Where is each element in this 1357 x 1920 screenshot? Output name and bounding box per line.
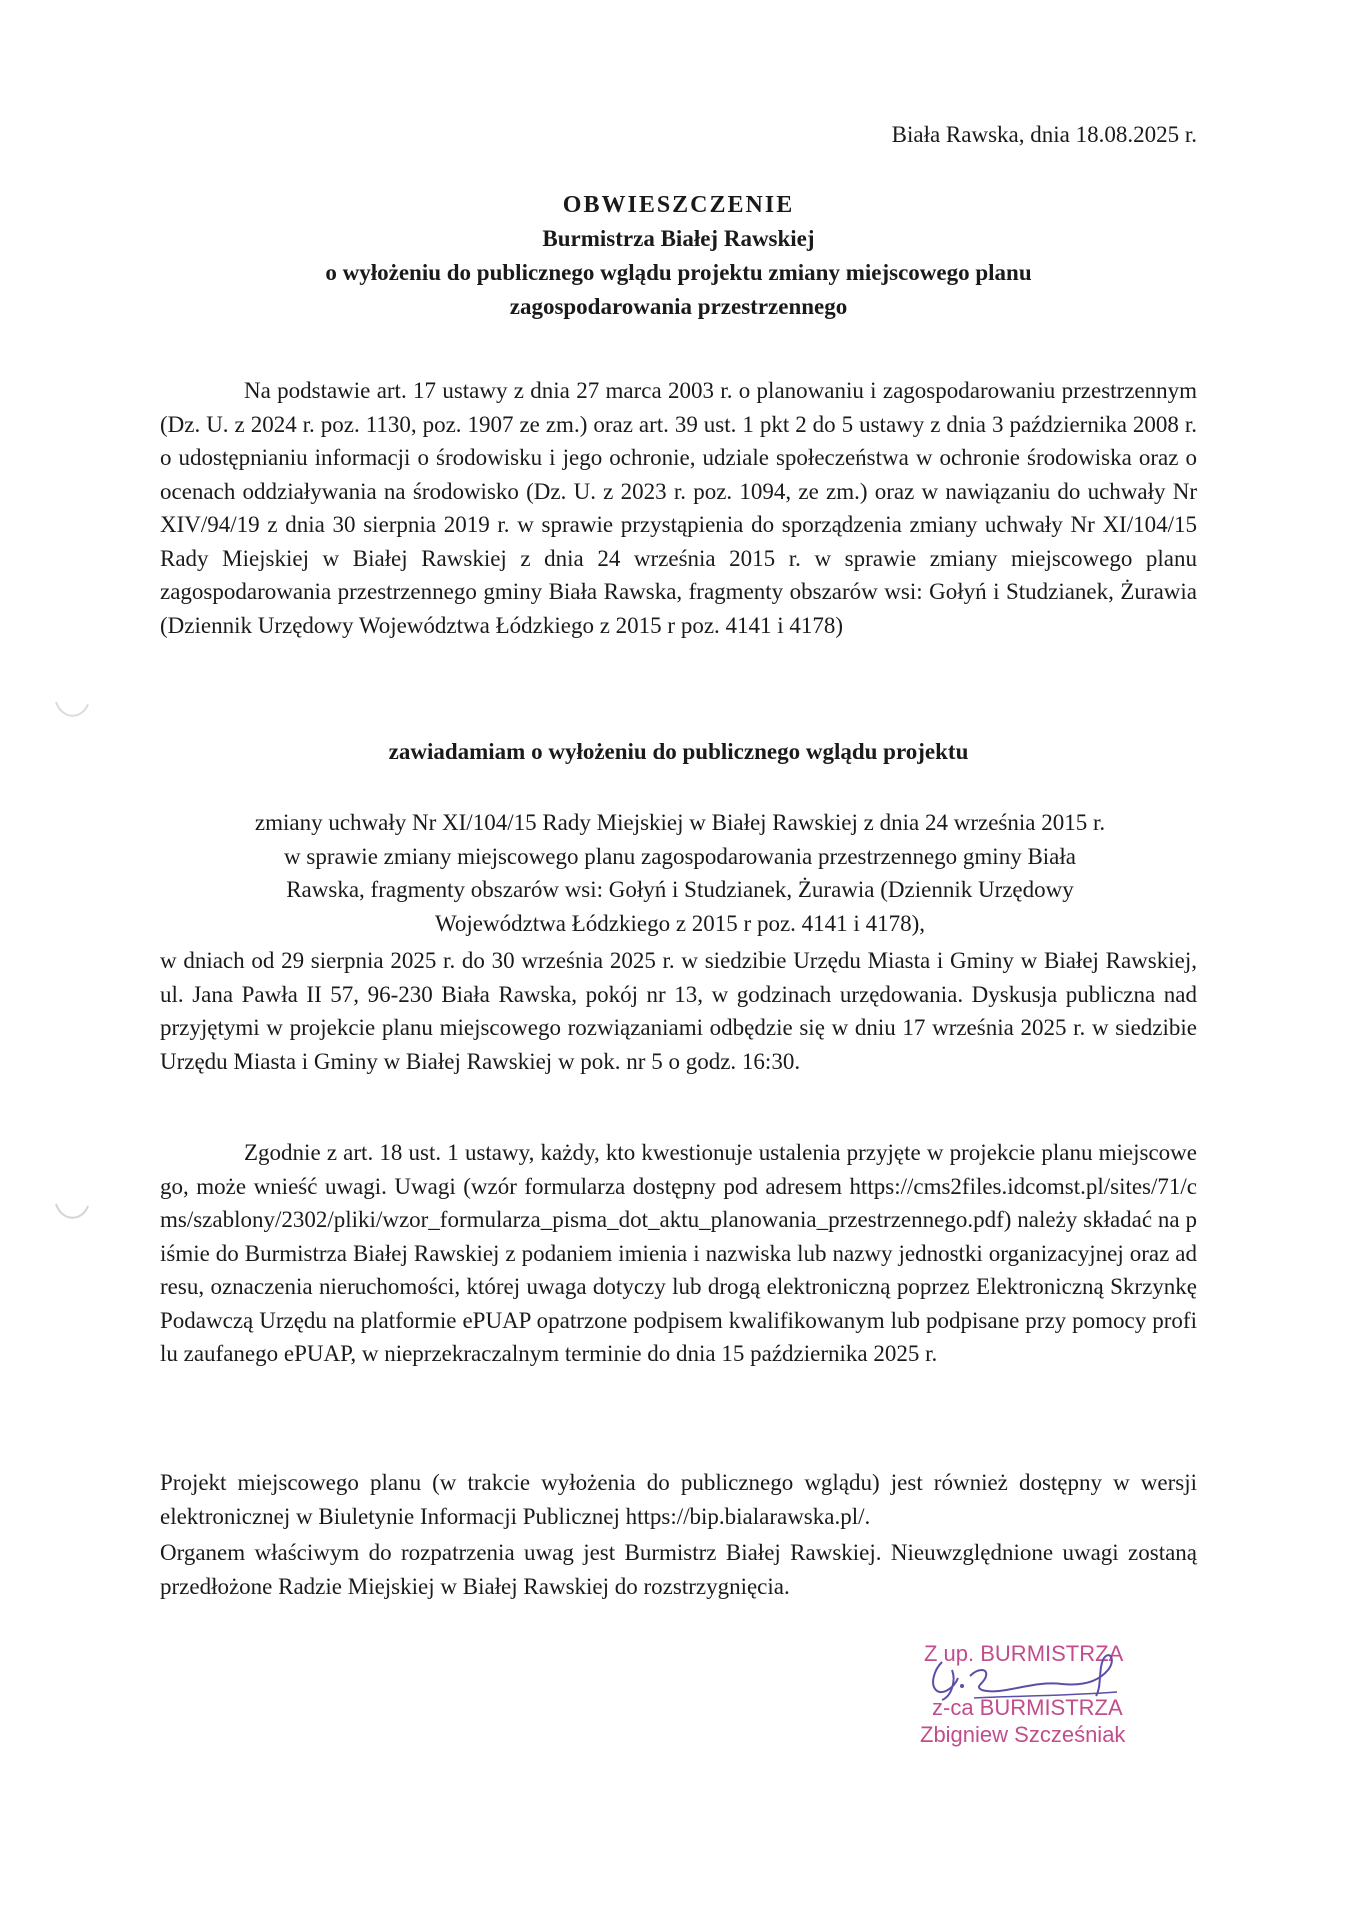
plan-subject-block xyxy=(180,806,1180,940)
stamp-line-3: Zbigniew Szcześniak xyxy=(920,1722,1126,1747)
handwritten-signature xyxy=(912,1640,1152,1730)
stamp-line-1: Z up. BURMISTRZA xyxy=(924,1641,1124,1666)
stamp-line-2: z-ca BURMISTRZA xyxy=(932,1695,1123,1720)
punch-hole-mark-top xyxy=(52,698,92,726)
plan-subject-line-4: Województwa Łódzkiego z 2015 r poz. 4141 i 4178), xyxy=(435,910,925,936)
plan-subject-line-2: w sprawie zmiany miejscowego planu zagospodarowania przestrzennego gminy Biała xyxy=(284,843,1076,869)
announcement-line: zawiadamiam o wyłożeniu do publicznego wglądu projektu xyxy=(388,739,969,764)
remarks-paragraph: Zgodnie z art. 18 ust. 1 ustawy, każdy, kto kwestionuje ustalenia przyjęte w projekcie planu miejscowego, może wnieść uwagi. Uwagi (wzór formularza dostępny pod adresem https://cms2files.idcomst.pl/sites/71/cms/szablony/2302/pliki/wzor_formularza_pisma_dot_aktu_planowania_przestrzennego.pdf) należy składać na piśmie do Burmistrza Białej Rawskiej z podaniem imienia i nazwiska lub nazwy jednostki organizacyjnej oraz adresu, oznaczenia nieruchomości, której uwaga dotyczy lub drogą elektroniczną poprzez Elektroniczną Skrzynkę Podawczą Urzędu na platformie ePUAP opatrzone podpisem kwalifikowanym lub podpisane przy pomocy profilu zaufanego ePUAP, w nieprzekraczalnym terminie do dnia 15 października 2025 r. xyxy=(160,1140,1197,1366)
punch-hole-mark-bottom xyxy=(52,1200,92,1228)
document-title: OBWIESZCZENIE xyxy=(562,192,795,218)
subject-heading-line-2: zagospodarowania przestrzennego xyxy=(509,294,848,319)
plan-subject-line-1: zmiany uchwały Nr XI/104/15 Rady Miejskiej w Białej Rawskiej z dnia 24 września 2015 r. xyxy=(254,810,1106,835)
issuer-line: Burmistrza Białej Rawskiej xyxy=(542,226,815,251)
date-line: Biała Rawska, dnia 18.08.2025 r. xyxy=(891,122,1197,147)
competent-authority-paragraph: Organem właściwym do rozpatrzenia uwag jest Burmistrz Białej Rawskiej. Nieuwzględnione uwagi zostaną przedłożone Radzie Miejskiej w Białej Rawskiej do rozstrzygnięcia. xyxy=(160,1540,1197,1599)
dates-and-place-paragraph: w dniach od 29 sierpnia 2025 r. do 30 września 2025 r. w siedzibie Urzędu Miasta i Gminy w Białej Rawskiej, ul. Jana Pawła II 57, 96-230 Biała Rawska, pokój nr 13, w godzinach urzędowania. Dyskusja publiczna nad przyjętymi w projekcie planu miejscowego rozwiązaniami odbędzie się w dniu 17 września 2025 r. w siedzibie Urzędu Miasta i Gminy w Białej Rawskiej w pok. nr 5 o godz. 16:30. xyxy=(160,948,1197,1074)
plan-subject-line-3: Rawska, fragmenty obszarów wsi: Gołyń i Studzianek, Żurawia (Dziennik Urzędowy xyxy=(286,877,1074,902)
legal-basis-paragraph: Na podstawie art. 17 ustawy z dnia 27 marca 2003 r. o planowaniu i zagospodarowaniu przestrzennym (Dz. U. z 2024 r. poz. 1130, poz. 1907 ze zm.) oraz art. 39 ust. 1 pkt 2 do 5 ustawy z dnia 3 października 2008 r. o udostępnianiu informacji o środowisku i jego ochronie, udziale społeczeństwa w ochronie środowiska oraz o ocenach oddziaływania na środowisko (Dz. U. z 2023 r. poz. 1094, ze zm.) oraz w nawiązaniu do uchwały Nr XIV/94/19 z dnia 30 sierpnia 2019 r. w sprawie przystąpienia do sporządzenia zmiany uchwały Nr XI/104/15 Rady Miejskiej w Białej Rawskiej z dnia 24 września 2015 r. w sprawie zmiany miejscowego planu zagospodarowania przestrzennego gminy Biała Rawska, fragmenty obszarów wsi: Gołyń i Studzianek, Żurawia (Dziennik Urzędowy Województwa Łódzkiego z 2015 r poz. 4141 i 4178) xyxy=(160,378,1197,638)
subject-heading-line-1: o wyłożeniu do publicznego wglądu projektu zmiany miejscowego planu xyxy=(325,260,1032,285)
document-header xyxy=(160,188,1197,324)
project-availability-paragraph: Projekt miejscowego planu (w trakcie wyłożenia do publicznego wglądu) jest również dostępny w wersji elektronicznej w Biuletynie Informacji Publicznej https://bip.bialarawska.pl/. xyxy=(160,1470,1197,1529)
